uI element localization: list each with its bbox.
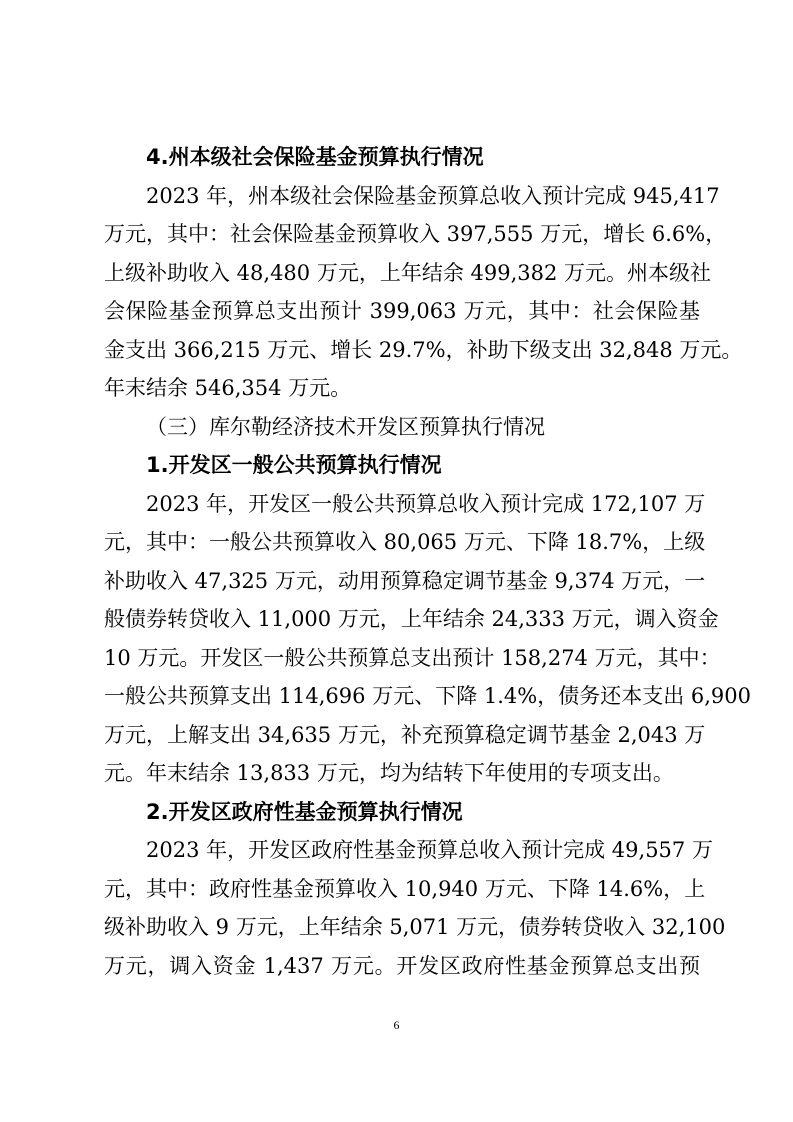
paragraph-line: 元，其中：政府性基金预算收入 10,940 万元、下降 14.6%，上: [104, 876, 706, 901]
paragraph-line: 元，其中：一般公共预算收入 80,065 万元、下降 18.7%，上级: [104, 530, 706, 554]
paragraph-line: 金支出 366,215 万元、增长 29.7%，补助下级支出 32,848 万元。: [104, 337, 743, 362]
section-heading-1: 1.开发区一般公共预算执行情况: [146, 453, 442, 477]
paragraph-line: 一般公共预算支出 114,696 万元、下降 1.4%，债务还本支出 6,900: [104, 684, 752, 708]
paragraph-line: 般债券转贷收入 11,000 万元，上年结余 24,333 万元，调入资金: [104, 607, 719, 631]
page-number: 6: [393, 1018, 400, 1032]
section-heading-2: 2.开发区政府性基金预算执行情况: [146, 799, 463, 824]
paragraph-line: 2023 年，开发区一般公共预算总收入预计完成 172,107 万: [146, 491, 706, 516]
document-page: [104, 138, 752, 985]
paragraph-line: 万元，上解支出 34,635 万元，补充预算稳定调节基金 2,043 万: [104, 722, 706, 747]
paragraph-line: 元。年末结余 13,833 万元，均为结转下年使用的专项支出。: [104, 761, 674, 785]
paragraph-line: 会保险基金预算总支出预计 399,063 万元，其中：社会保险基: [104, 299, 700, 323]
paragraph-line: 2023 年，开发区政府性基金预算总收入预计完成 49,557 万: [146, 838, 713, 862]
paragraph-line: 级补助收入 9 万元，上年结余 5,071 万元，债券转贷收入 32,100: [104, 915, 726, 939]
section-heading-4: 4.州本级社会保险基金预算执行情况: [146, 145, 484, 169]
paragraph-line: 10 万元。开发区一般公共预算总支出预计 158,274 万元，其中：: [104, 645, 721, 670]
paragraph-line: 万元，其中：社会保险基金预算收入 397,555 万元，增长 6.6%，: [104, 222, 727, 246]
paragraph-line: 补助收入 47,325 万元，动用预算稳定调节基金 9,374 万元，一: [104, 568, 706, 593]
paragraph-line: 年末结余 546,354 万元。: [104, 376, 352, 400]
paragraph-line: 万元，调入资金 1,437 万元。开发区政府性基金预算总支出预: [104, 953, 700, 978]
part-heading-3: （三）库尔勒经济技术开发区预算执行情况: [146, 414, 545, 439]
paragraph-line: 上级补助收入 48,480 万元，上年结余 499,382 万元。州本级社: [104, 260, 712, 285]
paragraph-line: 2023 年，州本级社会保险基金预算总收入预计完成 945,417: [146, 183, 720, 208]
